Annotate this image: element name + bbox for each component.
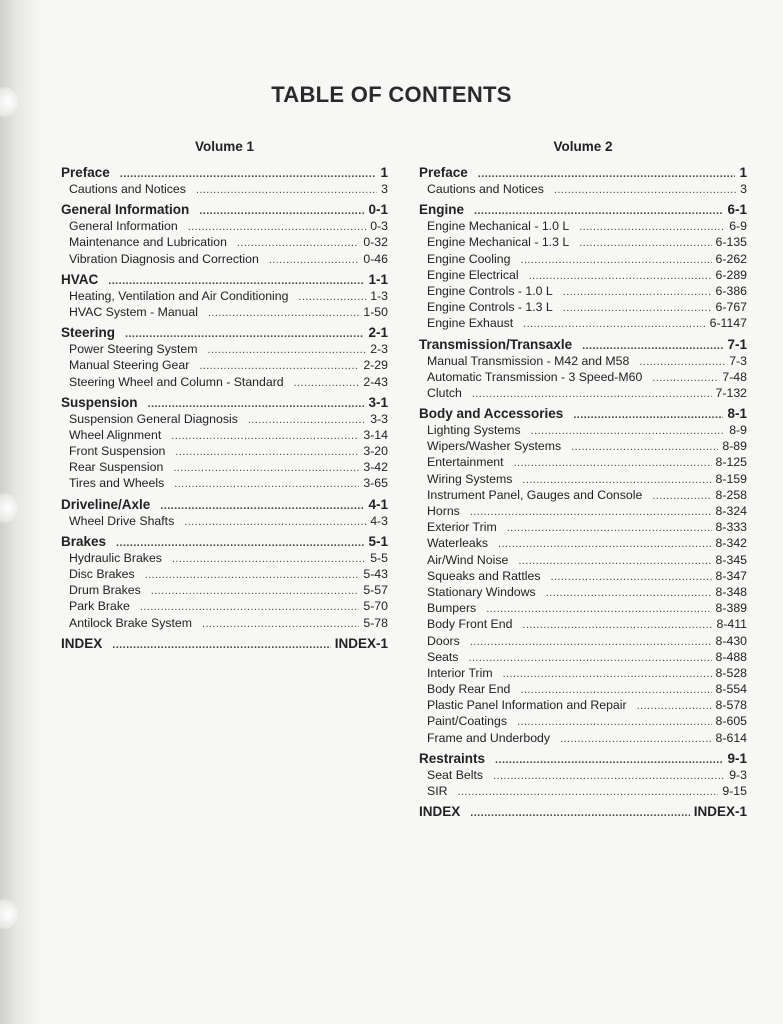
toc-entry[interactable] [419, 535, 747, 551]
page-number: 9-3 [729, 767, 747, 782]
page-number: INDEX-1 [693, 804, 747, 820]
entry-label: Drum Brakes [69, 583, 141, 598]
dot-leader [495, 752, 723, 769]
dot-leader [531, 423, 726, 439]
dot-leader [208, 342, 367, 358]
page-number: 3-14 [363, 427, 388, 442]
page-number: 8-528 [715, 665, 747, 680]
page-number: 6-9 [729, 219, 747, 234]
page-number: 8-605 [715, 714, 747, 729]
toc-entry[interactable] [419, 181, 747, 197]
page-number: 3 [381, 182, 388, 196]
entry-label: INDEX [61, 635, 103, 651]
toc-entry[interactable] [61, 615, 388, 631]
entry-label: Exterior Trim [427, 520, 497, 535]
toc-entry[interactable] [61, 443, 388, 459]
toc-entry[interactable] [419, 218, 747, 234]
page-number: 5-43 [363, 567, 388, 581]
toc-entry[interactable] [61, 304, 388, 320]
entry-label: Preface [61, 165, 110, 180]
toc-section [61, 394, 388, 492]
toc-entry[interactable] [61, 582, 388, 598]
page-number: 5-57 [363, 583, 388, 598]
dot-leader [112, 637, 330, 654]
entry-label: INDEX [419, 804, 461, 820]
dot-leader [522, 617, 712, 633]
entry-label: Suspension [61, 394, 138, 410]
dot-leader [188, 219, 367, 235]
page-number: 3-65 [363, 476, 388, 491]
dot-leader [522, 472, 711, 488]
dot-leader [546, 585, 712, 601]
toc-section [419, 164, 747, 197]
toc-section-heading[interactable] [61, 496, 388, 513]
toc-entry[interactable] [419, 568, 747, 584]
toc-entry[interactable] [61, 550, 388, 566]
toc-entry[interactable] [419, 487, 747, 503]
dot-leader [173, 460, 359, 476]
page-number: 8-324 [715, 504, 747, 518]
entry-label: Steering Wheel and Column - Standard [69, 374, 284, 389]
entry-label: Wheel Alignment [69, 427, 162, 442]
toc-entry[interactable] [419, 783, 747, 799]
page-number: 3-42 [363, 460, 388, 475]
dot-leader [573, 407, 723, 424]
toc-entry[interactable] [61, 513, 388, 529]
entry-label: Air/Wind Noise [427, 552, 509, 567]
toc-entry[interactable] [419, 369, 747, 385]
entry-label: General Information [61, 202, 190, 218]
dot-leader [237, 235, 359, 251]
entry-label: Restraints [419, 750, 486, 766]
entry-label: Tires and Wheels [69, 476, 165, 491]
toc-entry[interactable] [419, 552, 747, 568]
page-number: 4-3 [370, 513, 388, 528]
volume-2-column [419, 138, 747, 824]
toc-section-heading[interactable] [419, 201, 747, 218]
toc-list [61, 164, 388, 652]
entry-label: Cautions and Notices [69, 182, 186, 196]
entry-label: Lighting Systems [427, 423, 521, 438]
toc-section [61, 164, 388, 197]
page-number: 2-1 [368, 325, 388, 341]
toc-entry[interactable] [419, 584, 747, 600]
toc-entry[interactable] [419, 503, 747, 519]
toc-section [61, 635, 388, 652]
toc-section [419, 336, 747, 402]
page-number: 1 [739, 165, 747, 180]
page-number: 6-135 [715, 235, 747, 250]
toc-entry[interactable] [419, 681, 747, 697]
dot-leader [199, 203, 364, 220]
dot-leader [550, 569, 711, 585]
page-number: 0-3 [370, 219, 388, 234]
toc-entry[interactable] [61, 251, 388, 267]
entry-label: Transmission/Transaxle [419, 336, 573, 352]
dot-leader [202, 616, 359, 632]
dot-leader [518, 553, 711, 569]
page-number: 9-15 [722, 784, 747, 798]
entry-label: HVAC [61, 271, 99, 287]
toc-section-heading[interactable] [61, 635, 388, 652]
entry-label: Engine Controls - 1.0 L [427, 283, 553, 298]
entry-label: Wiring Systems [427, 471, 513, 486]
page-number: 8-488 [715, 649, 747, 664]
page-number: 8-348 [715, 584, 747, 599]
entry-label: Bumpers [427, 601, 477, 616]
toc-entry[interactable] [419, 454, 747, 470]
toc-entry[interactable] [61, 459, 388, 475]
dot-leader [196, 182, 377, 198]
entry-label: Seat Belts [427, 767, 484, 782]
dot-leader [174, 476, 359, 492]
toc-section-heading[interactable] [61, 533, 388, 550]
toc-entry[interactable] [419, 519, 747, 535]
entry-label: Body Front End [427, 617, 513, 632]
entry-label: Manual Steering Gear [69, 358, 190, 373]
dot-leader [523, 316, 705, 332]
dot-leader [145, 567, 360, 583]
toc-section-heading[interactable] [61, 164, 388, 181]
page-number: 5-78 [363, 615, 388, 630]
toc-entry[interactable] [419, 767, 747, 783]
entry-label: Doors [427, 633, 460, 648]
dot-leader [579, 219, 725, 235]
toc-entry[interactable] [61, 374, 388, 390]
toc-entry[interactable] [419, 353, 747, 369]
page-number: 8-89 [722, 439, 747, 454]
entry-label: Squeaks and Rattles [427, 568, 541, 583]
dot-leader [468, 650, 711, 666]
entry-label: Power Steering System [69, 342, 198, 357]
page-number: 8-9 [729, 423, 747, 438]
page-number: 6-1 [727, 202, 747, 218]
toc-entry[interactable] [419, 251, 747, 267]
page-number: 5-70 [363, 599, 388, 614]
page-number: 6-289 [715, 267, 747, 282]
entry-label: Engine Mechanical - 1.3 L [427, 235, 570, 250]
page-number: 5-1 [368, 533, 388, 549]
entry-label: Antilock Brake System [69, 615, 193, 630]
page-number: 9-1 [727, 750, 747, 766]
toc-entry[interactable] [419, 471, 747, 487]
page-title: TABLE OF CONTENTS [271, 82, 512, 107]
entry-label: Front Suspension [69, 444, 166, 459]
entry-label: Manual Transmission - M42 and M58 [427, 353, 630, 368]
entry-label: HVAC System - Manual [69, 304, 198, 319]
toc-section-heading[interactable] [61, 394, 388, 411]
page-number: 3-1 [368, 394, 388, 410]
page-number: 2-43 [363, 374, 388, 389]
page-number: 6-262 [715, 251, 747, 266]
toc-section-heading[interactable] [61, 201, 388, 218]
page-number: 1-3 [370, 288, 388, 303]
toc-entry[interactable] [61, 598, 388, 614]
toc-entry[interactable] [419, 665, 747, 681]
page-number: 1-50 [363, 304, 388, 319]
entry-label: Cautions and Notices [427, 182, 544, 196]
entry-label: Engine Electrical [427, 267, 519, 282]
dot-leader [571, 439, 718, 455]
toc-entry[interactable] [419, 283, 747, 299]
entry-label: Maintenance and Lubrication [69, 235, 227, 250]
page-number: 6-386 [715, 283, 747, 298]
page-number: 5-5 [370, 550, 388, 565]
toc-entry[interactable] [419, 422, 747, 438]
toc-entry[interactable] [61, 234, 388, 250]
page-number: 8-342 [715, 536, 747, 551]
page-number: INDEX-1 [334, 635, 388, 651]
toc-section-heading[interactable] [419, 750, 747, 767]
page-number: 7-48 [722, 369, 747, 384]
dot-leader [470, 634, 712, 650]
volume-1-column [61, 138, 388, 656]
entry-label: Vibration Diagnosis and Correction [69, 251, 259, 266]
page-number: 8-554 [715, 682, 747, 697]
page-number: 8-1 [727, 406, 747, 422]
dot-leader [498, 536, 712, 552]
dot-leader [520, 252, 711, 268]
toc-section [419, 405, 747, 746]
entry-label: Entertainment [427, 455, 504, 470]
toc-section [61, 496, 388, 529]
dot-leader [298, 289, 366, 305]
toc-entry[interactable] [419, 616, 747, 632]
entry-label: Seats [427, 649, 459, 664]
toc-entry[interactable] [61, 357, 388, 373]
entry-label: Paint/Coatings [427, 714, 507, 729]
page-number: 1 [380, 165, 388, 180]
dot-leader [470, 504, 712, 520]
dot-leader [171, 428, 359, 444]
entry-label: Wheel Drive Shafts [69, 513, 175, 528]
toc-entry[interactable] [419, 633, 747, 649]
toc-section-heading[interactable] [61, 271, 388, 288]
entry-label: Engine Controls - 1.3 L [427, 300, 553, 315]
toc-list [419, 164, 747, 820]
entry-label: Body Rear End [427, 682, 511, 697]
toc-entry[interactable] [419, 713, 747, 729]
toc-section-heading[interactable] [61, 324, 388, 341]
toc-section [61, 533, 388, 631]
page-number: 8-347 [715, 568, 747, 583]
toc-entry[interactable] [61, 288, 388, 304]
dot-leader [486, 601, 711, 617]
toc-entry[interactable] [419, 385, 747, 401]
entry-label: Park Brake [69, 599, 130, 614]
entry-label: General Information [69, 219, 178, 234]
entry-label: Horns [427, 504, 460, 518]
toc-section [419, 750, 747, 799]
entry-label: Plastic Panel Information and Repair [427, 698, 627, 713]
page-number: 8-345 [715, 552, 747, 567]
entry-label: Clutch [427, 385, 462, 400]
dot-leader [639, 354, 725, 370]
toc-section [61, 201, 388, 267]
entry-label: Body and Accessories [419, 406, 564, 422]
dot-leader [529, 268, 712, 284]
toc-entry[interactable] [419, 649, 747, 665]
dot-leader [199, 358, 359, 374]
page-number: 0-32 [363, 235, 388, 250]
dot-leader [458, 784, 719, 800]
page-number: 7-3 [729, 353, 747, 368]
page-number: 8-411 [716, 617, 747, 632]
entry-label: Heating, Ventilation and Air Conditioning [69, 288, 289, 303]
entry-label: Engine Cooling [427, 251, 511, 266]
page-number: 8-333 [715, 520, 747, 535]
dot-leader [472, 386, 712, 402]
dot-leader [652, 488, 711, 504]
page-number: 8-125 [715, 455, 747, 470]
toc-section [419, 803, 747, 820]
toc-entry[interactable] [419, 438, 747, 454]
page-number: 4-1 [368, 496, 388, 512]
page-number: 8-578 [715, 698, 747, 713]
toc-entry[interactable] [61, 218, 388, 234]
page-number: 0-1 [368, 202, 388, 218]
toc-entry[interactable] [61, 341, 388, 357]
entry-label: Waterleaks [427, 536, 489, 551]
entry-label: Preface [419, 165, 468, 180]
entry-label: Disc Brakes [69, 567, 135, 581]
dot-leader [493, 768, 725, 784]
page-number: 1-1 [368, 271, 388, 287]
dot-leader [248, 412, 366, 428]
page-number: 6-1147 [709, 316, 747, 331]
entry-label: Steering [61, 325, 116, 341]
dot-leader [269, 252, 360, 268]
dot-leader [507, 520, 712, 536]
toc-section [61, 324, 388, 390]
volume-heading: Volume 1 [194, 139, 255, 154]
dot-leader [563, 300, 712, 316]
toc-section [61, 271, 388, 320]
dot-leader [520, 682, 711, 698]
page-number: 3-3 [370, 411, 388, 426]
dot-leader [208, 305, 359, 321]
toc-entry[interactable] [419, 315, 747, 331]
toc-entry[interactable] [419, 234, 747, 250]
entry-label: Stationary Windows [427, 584, 536, 599]
dot-leader [517, 714, 712, 730]
dot-leader [652, 370, 718, 386]
dot-leader [184, 514, 366, 530]
toc-section-heading[interactable] [419, 164, 747, 181]
toc-entry[interactable] [419, 730, 747, 746]
toc-entry[interactable] [419, 299, 747, 315]
entry-label: Suspension General Diagnosis [69, 411, 238, 426]
dot-leader [160, 498, 364, 515]
dot-leader [579, 235, 711, 251]
toc-section-heading[interactable] [419, 803, 747, 820]
entry-label: Engine Mechanical - 1.0 L [427, 219, 570, 234]
toc-section-heading[interactable] [419, 405, 747, 422]
entry-label: Rear Suspension [69, 460, 164, 475]
toc-entry[interactable] [419, 600, 747, 616]
entry-label: Driveline/Axle [61, 496, 151, 512]
page-number: 3 [740, 182, 747, 196]
page-number: 8-159 [715, 471, 747, 486]
entry-label: Instrument Panel, Gauges and Console [427, 487, 643, 502]
entry-label: SIR [427, 784, 448, 798]
page-number: 2-3 [370, 342, 388, 357]
page-number: 8-389 [715, 601, 747, 616]
dot-leader [554, 182, 736, 198]
dot-leader [470, 805, 689, 822]
dot-leader [503, 666, 712, 682]
entry-label: Hydraulic Brakes [69, 550, 162, 565]
page-number: 2-29 [363, 358, 388, 373]
toc-section-heading[interactable] [419, 336, 747, 353]
entry-label: Interior Trim [427, 665, 493, 680]
dot-leader [140, 599, 360, 615]
dot-leader [151, 583, 360, 599]
page-number: 0-46 [363, 251, 388, 266]
page-number: 8-258 [715, 487, 747, 502]
toc-entry[interactable] [61, 566, 388, 582]
entry-label: Wipers/Washer Systems [427, 439, 562, 454]
entry-label: Engine [419, 202, 465, 218]
entry-label: Brakes [61, 533, 107, 549]
toc-entry[interactable] [61, 475, 388, 491]
toc-entry[interactable] [419, 697, 747, 713]
toc-entry[interactable] [61, 181, 388, 197]
dot-leader [172, 551, 366, 567]
toc-entry[interactable] [419, 267, 747, 283]
toc-entry[interactable] [61, 411, 388, 427]
dot-leader [637, 698, 712, 714]
entry-label: Engine Exhaust [427, 316, 514, 331]
dot-leader [560, 731, 712, 747]
toc-entry[interactable] [61, 427, 388, 443]
dot-leader [514, 455, 712, 471]
toc-section [419, 201, 747, 331]
page-number: 7-1 [727, 336, 747, 352]
page-number: 7-132 [715, 385, 747, 400]
entry-label: Frame and Underbody [427, 730, 551, 745]
dot-leader [294, 375, 360, 391]
entry-label: Automatic Transmission - 3 Speed-M60 [427, 369, 643, 384]
dot-leader [563, 284, 712, 300]
page-number: 6-767 [715, 300, 747, 315]
page-number: 8-430 [715, 633, 747, 648]
volume-heading: Volume 2 [553, 139, 613, 154]
page-number: 8-614 [715, 730, 747, 745]
dot-leader [175, 444, 359, 460]
page-number: 3-20 [363, 444, 388, 459]
